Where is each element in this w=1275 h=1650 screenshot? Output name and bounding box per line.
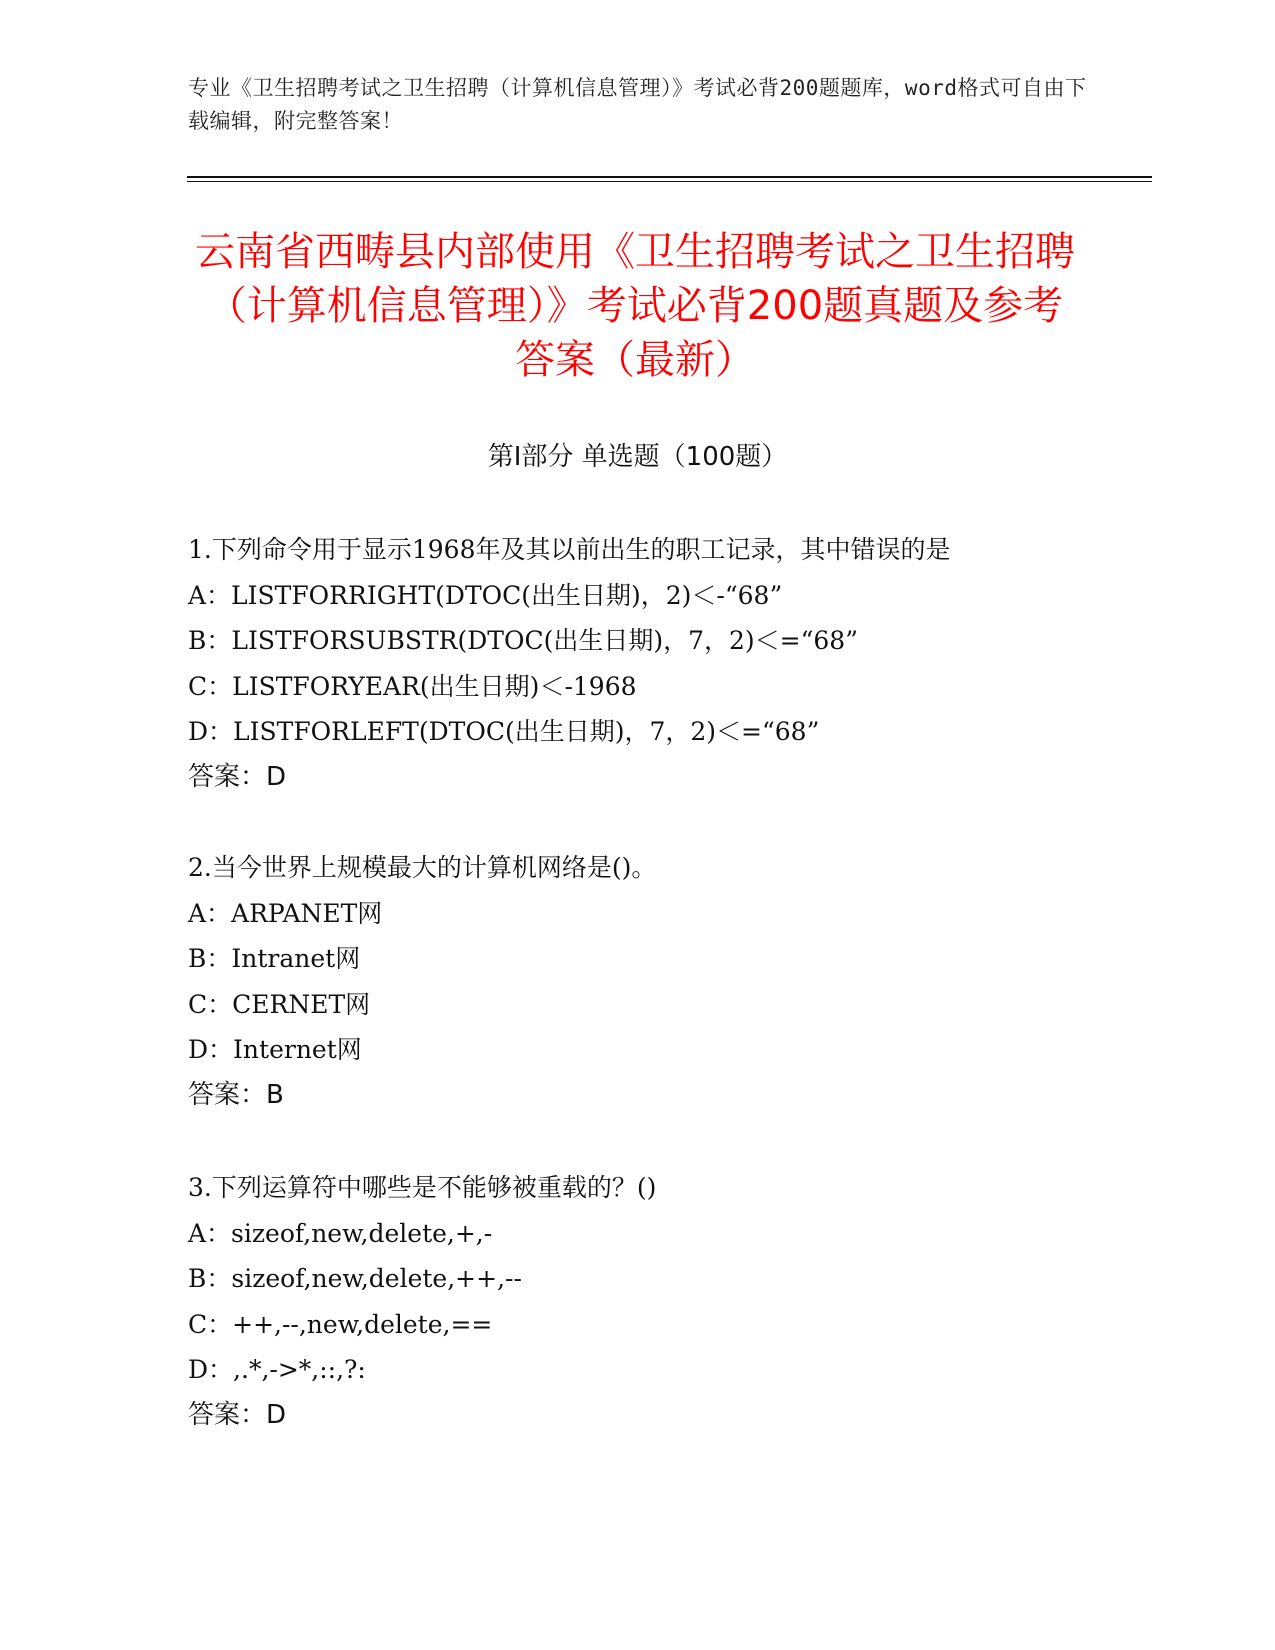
option-d: D：,.*,->*,::,?: [188,1355,366,1384]
option-c: C：CERNET网 [188,989,371,1019]
option-d: D：LISTFORLEFT(DTOC(出生日期)，7，2)＜=“68” [188,717,820,746]
document-title: 云南省西畴县内部使用《卫生招聘考试之卫生招聘（计算机信息管理）》考试必背200题真题及参考答案（最新） [195,229,1075,383]
option-a: A：LISTFORRIGHT(DTOC(出生日期)，2)＜-“68” [188,580,783,610]
option-c: C：LISTFORYEAR(出生日期)＜-1968 [188,671,637,701]
question-3 [188,1165,1148,1438]
question-stem: 2.当今世界上规模最大的计算机网络是()。 [188,853,657,882]
option-a: A：ARPANET网 [188,898,383,928]
option-b: B：sizeof,new,delete,++,-- [188,1264,522,1293]
answer-line: 答案：B [188,1079,284,1110]
option-b: B：LISTFORSUBSTR(DTOC(出生日期)，7，2)＜=“68” [188,626,858,655]
answer-line: 答案：D [188,1399,287,1430]
header-divider-thin [187,181,1152,182]
option-c: C：++,--,new,delete,== [188,1309,493,1339]
header-note: 专业《卫生招聘考试之卫生招聘（计算机信息管理）》考试必背200题题库，word格式可自由下载编辑，附完整答案！ [188,76,1087,133]
section-heading: 第Ⅰ部分 单选题（100题） [487,442,788,472]
question-stem: 3.下列运算符中哪些是不能够被重载的？() [188,1173,657,1202]
option-b: B：Intranet网 [188,944,361,973]
question-stem: 1.下列命令用于显示1968年及其以前出生的职工记录，其中错误的是 [188,535,951,564]
question-2 [188,845,1148,1118]
question-1 [188,527,1148,800]
option-d: D：Internet网 [188,1035,362,1064]
header-divider-thick [187,176,1152,178]
answer-line: 答案：D [188,761,287,792]
option-a: A：sizeof,new,delete,+,- [188,1218,493,1248]
